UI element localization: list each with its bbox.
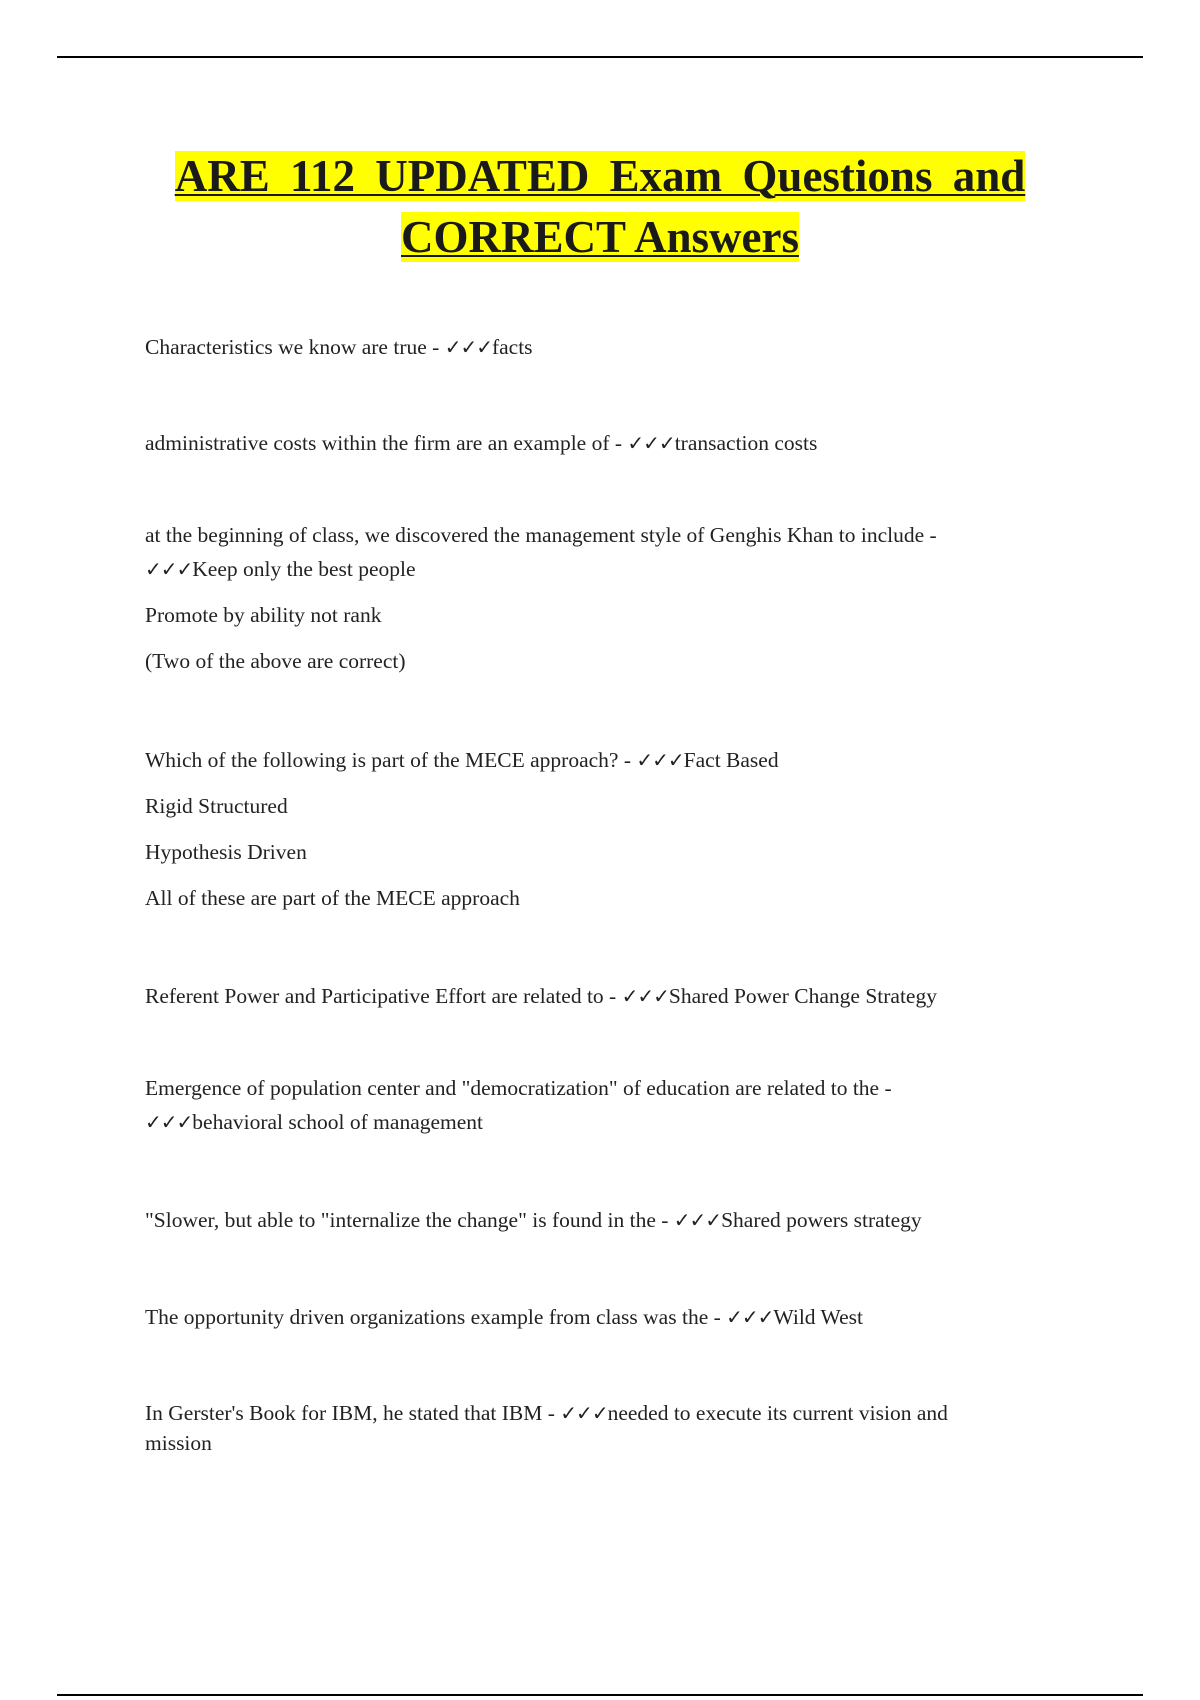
question-text: Which of the following is part of the MECE approach? -	[145, 748, 637, 772]
qa-item-3	[145, 518, 1065, 678]
answer-text: Shared Power Change Strategy	[668, 984, 937, 1008]
question-text: administrative costs within the firm are an example of -	[145, 431, 628, 455]
qa-item-6	[145, 1071, 1065, 1139]
checkmark-icon: ✓✓✓	[145, 557, 193, 581]
question-text: Referent Power and Participative Effort are related to -	[145, 984, 622, 1008]
question-text: Characteristics we know are true -	[145, 335, 445, 359]
title-line-2: CORRECT Answers	[401, 212, 799, 262]
checkmark-icon: ✓✓✓	[444, 335, 492, 359]
answer-text: Wild West	[773, 1305, 863, 1329]
qa-item-2	[145, 426, 1065, 460]
qa-item-1	[145, 330, 1065, 364]
answer-text-continued: mission	[145, 1431, 212, 1455]
qa-item-9	[145, 1398, 1065, 1458]
checkmark-icon: ✓✓✓	[627, 431, 675, 455]
answer-option: Promote by ability not rank	[145, 603, 382, 627]
question-text: The opportunity driven organizations example from class was the -	[145, 1305, 727, 1329]
footer-rule	[57, 1694, 1143, 1696]
answer-option: Rigid Structured	[145, 794, 288, 818]
checkmark-icon: ✓✓✓	[560, 1401, 608, 1425]
header-rule	[57, 56, 1143, 58]
question-text: at the beginning of class, we discovered the management style of Genghis Khan to include -	[145, 523, 937, 547]
answer-text: Shared powers strategy	[721, 1208, 922, 1232]
document-title	[0, 146, 1200, 268]
checkmark-icon: ✓✓✓	[636, 748, 684, 772]
qa-item-5	[145, 979, 1065, 1013]
answer-text: needed to execute its current vision and	[607, 1401, 948, 1425]
answer-text: facts	[491, 335, 533, 359]
answer-text: Fact Based	[683, 748, 779, 772]
qa-item-7	[145, 1203, 1065, 1237]
checkmark-icon: ✓✓✓	[673, 1208, 722, 1232]
answer-option: All of these are part of the MECE approach	[145, 886, 520, 910]
answer-option: Hypothesis Driven	[145, 840, 307, 864]
checkmark-icon: ✓✓✓	[726, 1305, 774, 1329]
qa-item-8	[145, 1300, 1065, 1334]
question-text: In Gerster's Book for IBM, he stated that IBM -	[145, 1401, 561, 1425]
qa-item-4	[145, 737, 1065, 921]
checkmark-icon: ✓✓✓	[621, 984, 669, 1008]
question-text: "Slower, but able to "internalize the change" is found in the -	[145, 1208, 674, 1232]
answer-text: Keep only the best people	[192, 557, 416, 581]
title-line-1: ARE 112 UPDATED Exam Questions and	[174, 151, 1026, 201]
answer-option: (Two of the above are correct)	[145, 649, 406, 673]
question-text: Emergence of population center and "democratization" of education are related to the -	[145, 1076, 892, 1100]
checkmark-icon: ✓✓✓	[145, 1110, 193, 1134]
answer-text: transaction costs	[674, 431, 818, 455]
answer-text: behavioral school of management	[192, 1110, 484, 1134]
